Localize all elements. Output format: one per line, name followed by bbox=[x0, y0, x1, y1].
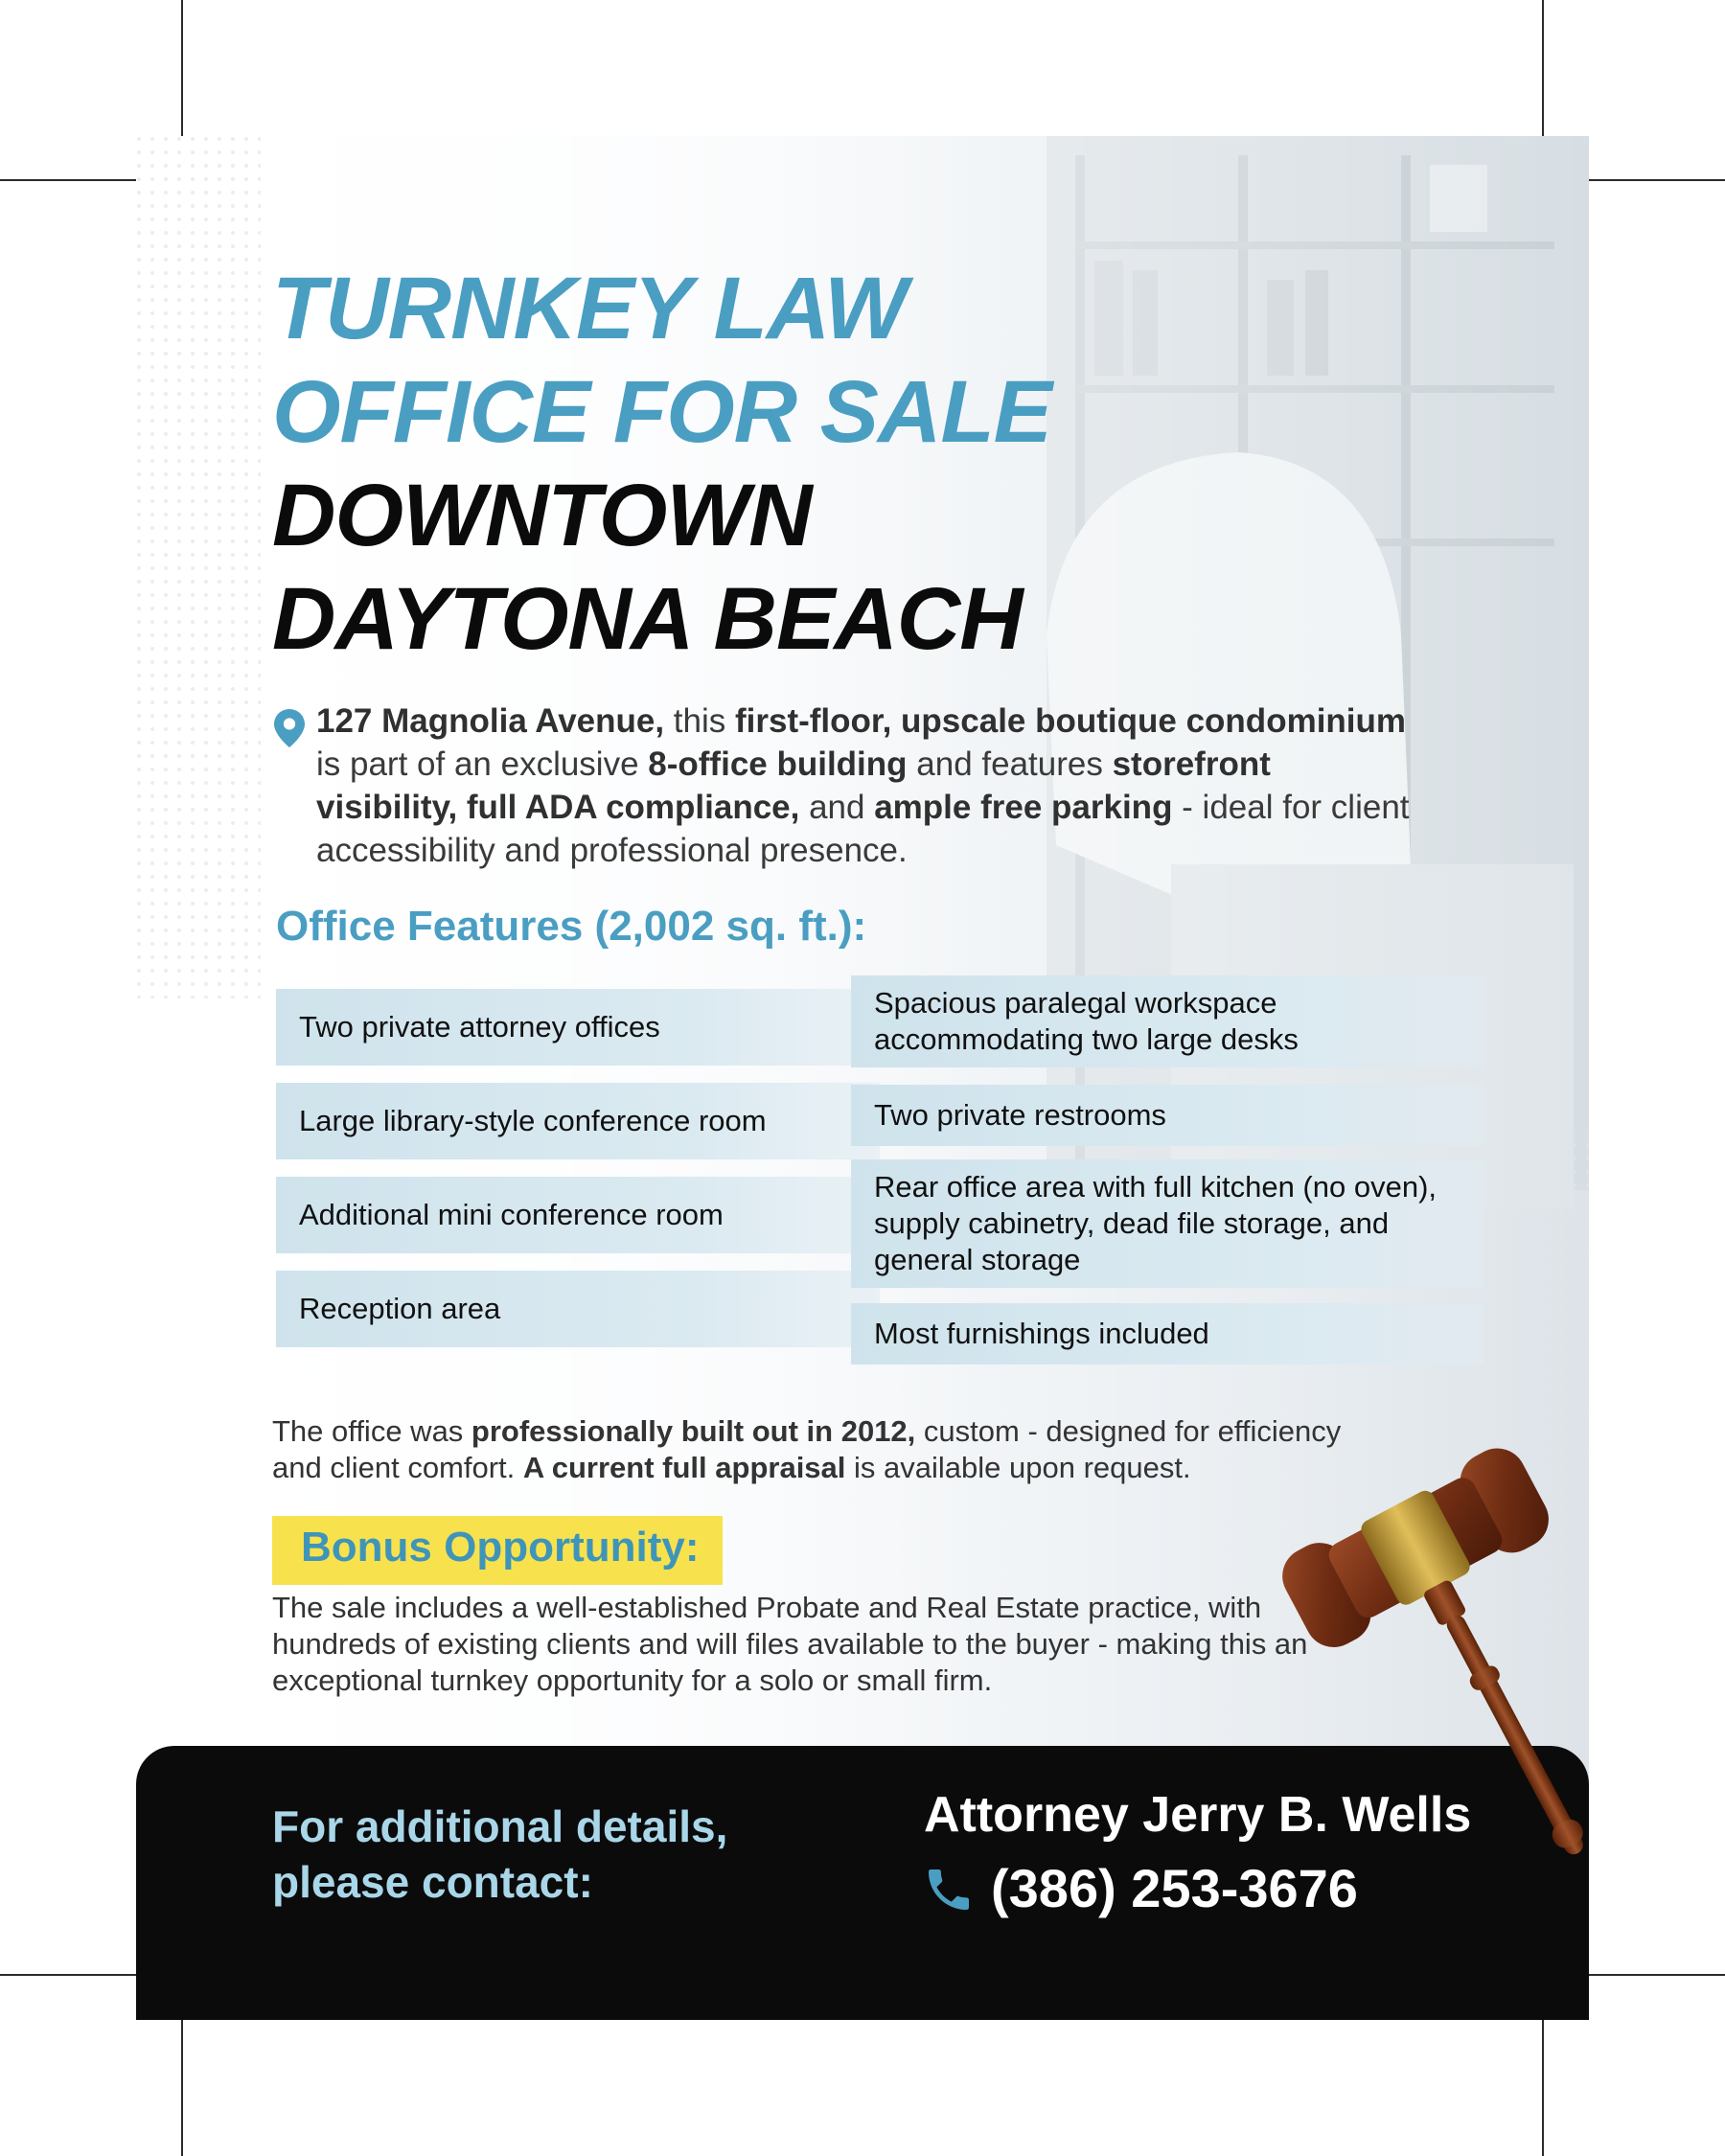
buildout-paragraph bbox=[272, 1413, 1365, 1486]
contact-label: For additional details, please contact: bbox=[272, 1801, 728, 1907]
crop-mark bbox=[0, 1974, 136, 1976]
address-text: - ideal for client accessibility and professional presence. bbox=[316, 789, 1410, 869]
address-text: 8-office building bbox=[648, 745, 908, 783]
buildout-text: A current full appraisal bbox=[522, 1451, 846, 1484]
address-text: storefront visibility, full ADA compliance, bbox=[316, 745, 1271, 826]
headline-line-4: DAYTONA BEACH bbox=[272, 570, 1023, 668]
crop-mark bbox=[1542, 2020, 1544, 2156]
crop-mark bbox=[0, 179, 136, 181]
flyer-sheet bbox=[136, 136, 1589, 2020]
feature-item: Two private restrooms bbox=[851, 1085, 1484, 1146]
address-paragraph bbox=[316, 700, 1418, 872]
feature-item: Additional mini conference room bbox=[276, 1177, 880, 1253]
attorney-name: Attorney Jerry B. Wells bbox=[924, 1787, 1472, 1843]
buildout-text: custom - designed for efficiency and client comfort. bbox=[272, 1414, 1342, 1484]
address-text: this bbox=[664, 702, 735, 740]
crop-mark bbox=[1589, 1974, 1725, 1976]
crop-mark bbox=[181, 0, 183, 136]
address-text: and bbox=[799, 789, 875, 826]
headline-line-1: TURNKEY LAW bbox=[272, 260, 907, 357]
crop-mark bbox=[181, 2020, 183, 2156]
headline-line-2: OFFICE FOR SALE bbox=[272, 363, 1051, 461]
features-heading: Office Features (2,002 sq. ft.): bbox=[276, 903, 867, 950]
buildout-text: is available upon request. bbox=[845, 1451, 1191, 1484]
feature-item: Rear office area with full kitchen (no oven), supply cabinetry, dead file storage, and general storage bbox=[851, 1159, 1484, 1288]
feature-item: Two private attorney offices bbox=[276, 989, 880, 1066]
crop-mark bbox=[1589, 179, 1725, 181]
gavel-image bbox=[1255, 1401, 1589, 1880]
bonus-heading: Bonus Opportunity: bbox=[301, 1524, 700, 1571]
feature-item: Most furnishings included bbox=[851, 1303, 1484, 1365]
feature-item: Spacious paralegal workspace accommodating two large desks bbox=[851, 975, 1484, 1067]
headline-line-3: DOWNTOWN bbox=[272, 467, 812, 564]
phone-icon bbox=[922, 1863, 976, 1916]
crop-mark bbox=[1542, 0, 1544, 136]
address-street: 127 Magnolia Avenue, bbox=[316, 702, 665, 740]
feature-item: Large library-style conference room bbox=[276, 1083, 880, 1159]
map-pin-icon bbox=[274, 709, 305, 747]
feature-item: Reception area bbox=[276, 1271, 880, 1347]
address-text: is part of an exclusive bbox=[316, 745, 649, 783]
address-text: ample free parking bbox=[874, 789, 1173, 826]
buildout-text: professionally built out in 2012, bbox=[471, 1414, 916, 1448]
bonus-paragraph: The sale includes a well-established Probate and Real Estate practice, with hundreds of existing clients and will files available to the buyer - making this an exceptional turnkey opportunity for a solo or small firm. bbox=[272, 1591, 1308, 1697]
phone-number: (386) 253-3676 bbox=[991, 1858, 1358, 1918]
buildout-text: The office was bbox=[272, 1414, 472, 1448]
address-text: first-floor, upscale boutique condominium bbox=[735, 702, 1407, 740]
address-text: and features bbox=[907, 745, 1113, 783]
